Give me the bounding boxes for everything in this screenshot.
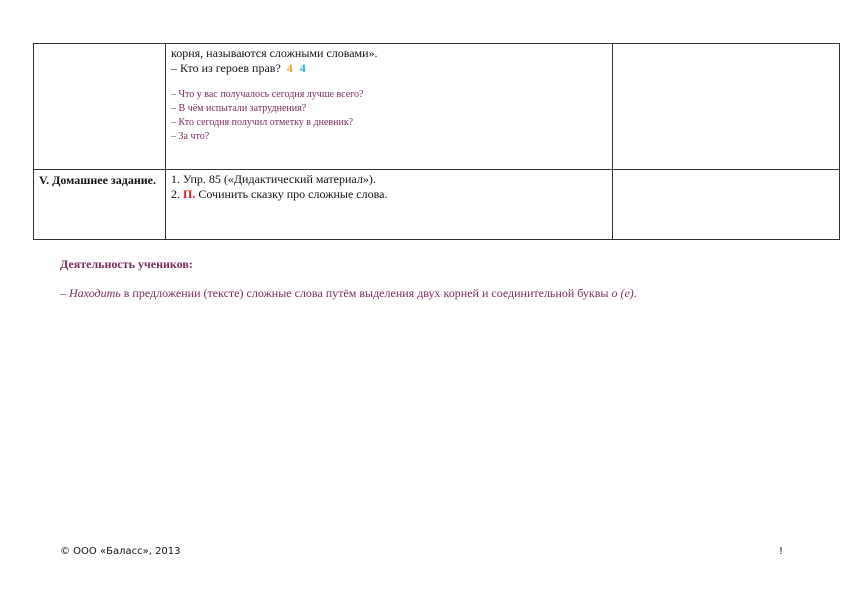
notes-cell <box>613 170 840 240</box>
homework-line: 2. П. Сочинить сказку про сложные слова. <box>171 187 388 201</box>
activity-title: Деятельность учеников: <box>60 257 193 271</box>
copyright: © ООО «Баласс», 2013 <box>60 546 181 557</box>
lesson-table <box>33 43 840 240</box>
content-cell <box>166 44 613 170</box>
mark-teal: 4 <box>299 61 306 75</box>
homework-line: 1. Упр. 85 («Дидактический материал»). <box>171 172 376 186</box>
mark-orange: 4 <box>286 61 293 75</box>
reflection-question: – Кто сегодня получил отметку в дневник? <box>171 117 354 128</box>
stage-cell <box>34 44 166 170</box>
reflection-question: – За что? <box>171 131 210 142</box>
question-line: – Кто из героев прав? 4 4 <box>171 61 306 75</box>
stage-title: V. Домашнее задание. <box>39 173 156 187</box>
reflection-question: – Что у вас получалось сегодня лучше всего? <box>171 89 364 100</box>
page-number: ! <box>779 546 784 557</box>
activity-text: – Находить в предложении (тексте) сложные слова путём выделения двух корней и соединительной буквы о (е). <box>60 286 637 300</box>
p-marker: П. <box>183 187 196 201</box>
activity-verb: Находить <box>69 286 121 300</box>
content-line: корня, называются сложными словами». <box>171 46 378 60</box>
table-row <box>34 44 840 170</box>
stage-cell <box>34 170 166 240</box>
activity-letters: о (е) <box>611 286 634 300</box>
notes-cell <box>613 44 840 170</box>
content-cell <box>166 170 613 240</box>
reflection-question: – В чём испытали затруднения? <box>171 103 307 114</box>
table-row <box>34 170 840 240</box>
